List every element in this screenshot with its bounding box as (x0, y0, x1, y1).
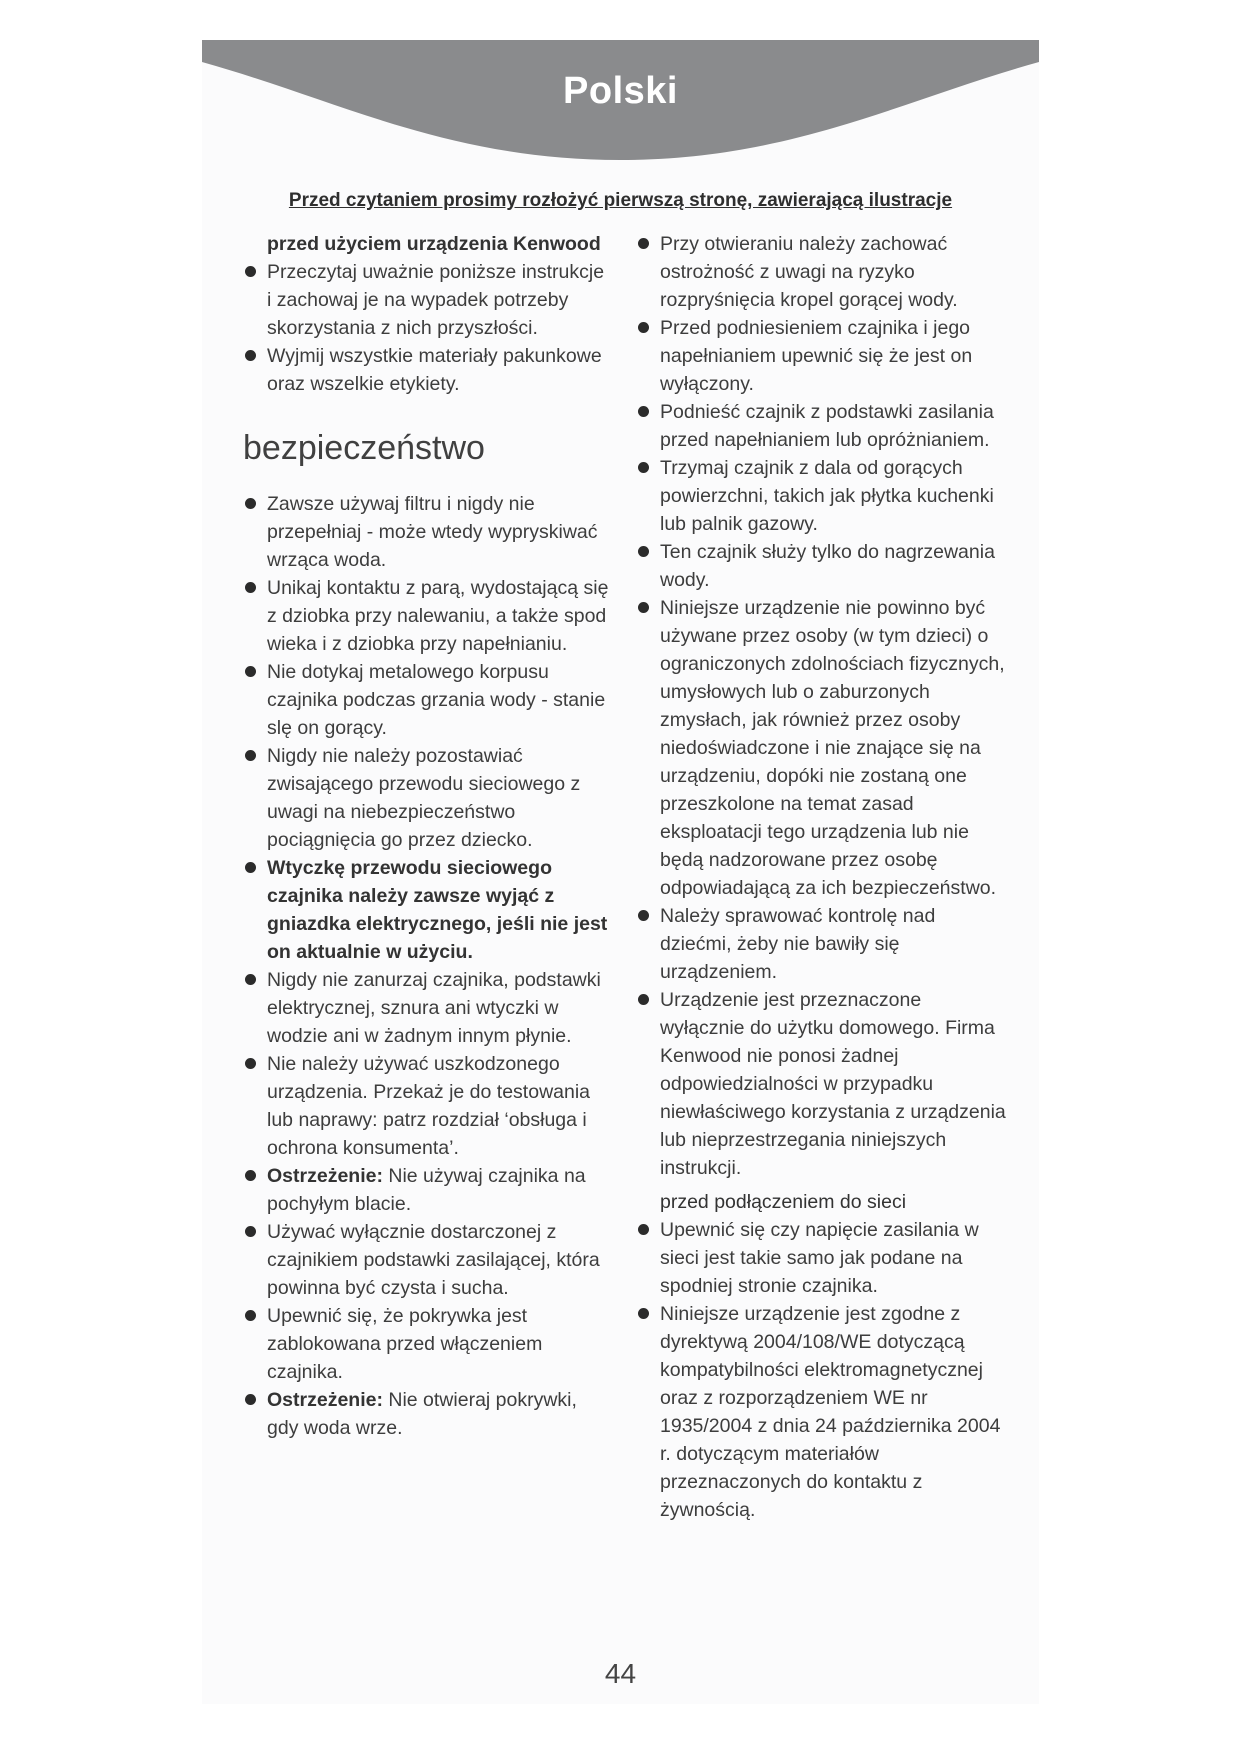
list-item (636, 398, 1008, 454)
bullet-icon (638, 462, 649, 473)
list-item (636, 314, 1008, 398)
bullet-icon (638, 602, 649, 613)
bullet-icon (245, 350, 256, 361)
list-item (243, 742, 613, 854)
bullet-icon (245, 498, 256, 509)
list-item (243, 854, 613, 966)
bullet-icon (245, 666, 256, 677)
list-item-emphasis: Ostrzeżenie: (267, 1165, 383, 1187)
list-item (636, 1216, 1008, 1300)
list-item-text: Niniejsze urządzenie nie powinno być używane przez osoby (w tym dzieci) o ograniczonych zdolnościach fizycznych, umysłowych lub o zaburzonych zmysłach, jak również przez osoby niedoświadczone i nie znające się na urządzeniu, dopóki nie zostaną one przeszkolone na temat zasad eksploatacji tego urządzenia lub nie będą nadzorowane przez osobę odpowiadającą za ich bezpieczeństwo. (660, 597, 1005, 899)
list-item-text: Przeczytaj uważnie poniższe instrukcje i zachowaj je na wypadek potrzeby skorzystania z nich przyszłości. (267, 261, 605, 339)
list-item-emphasis: Wtyczkę przewodu sieciowego czajnika należy zawsze wyjąć z gniazdka elektrycznego, jeśli nie jest on aktualnie w użyciu. (267, 857, 608, 963)
bullet-icon (245, 862, 256, 873)
list-item-text: Nigdy nie zanurzaj czajnika, podstawki elektrycznej, sznura ani wtyczki w wodzie ani w żadnym innym płynie. (267, 969, 601, 1047)
list-item-text: Ten czajnik służy tylko do nagrzewania wody. (660, 541, 995, 591)
list-item (636, 594, 1008, 902)
list-item-text: Nigdy nie należy pozostawiać zwisającego przewodu sieciowego z uwagi na niebezpieczeństwo pociągnięcia go przez dziecko. (267, 745, 581, 851)
bullet-icon (245, 1170, 256, 1181)
list-item (243, 1218, 613, 1302)
list-item-text: Nie dotykaj metalowego korpusu czajnika podczas grzania wody - stanie slę on gorący. (267, 661, 606, 739)
bullet-icon (245, 974, 256, 985)
language-title: Polski (563, 70, 678, 112)
list-item-text: Zawsze używaj filtru i nigdy nie przepełniaj - może wtedy wypryskiwać wrząca woda. (267, 493, 598, 571)
bullet-icon (638, 238, 649, 249)
before-use-heading: przed użyciem urządzenia Kenwood (267, 233, 601, 255)
list-item (243, 490, 613, 574)
right-column (636, 230, 1008, 1524)
list-item (636, 902, 1008, 986)
bullet-icon (638, 322, 649, 333)
left-column (243, 230, 613, 1442)
bullet-icon (638, 910, 649, 921)
safety-list-continued (636, 230, 1008, 1182)
list-item-text: Upewnić się czy napięcie zasilania w sieci jest takie samo jak podane na spodniej stronie czajnika. (660, 1219, 979, 1297)
list-item-text: Podnieść czajnik z podstawki zasilania przed napełnianiem lub opróżnianiem. (660, 401, 994, 451)
list-item (243, 1050, 613, 1162)
bullet-icon (638, 994, 649, 1005)
list-item (636, 538, 1008, 594)
bullet-icon (638, 1308, 649, 1319)
list-item-text: Nie otwieraj pokrywki, gdy woda wrze. (267, 1389, 577, 1439)
list-item (636, 1300, 1008, 1524)
power-connection-heading: przed podłączeniem do sieci (660, 1191, 907, 1213)
list-item (243, 258, 613, 342)
list-item-text: Przy otwieraniu należy zachować ostrożność z uwagi na ryzyko rozpryśnięcia kropel gorącej wody. (660, 233, 958, 311)
list-item-text: Nie używaj czajnika na pochyłym blacie. (267, 1165, 586, 1215)
list-item-text: Należy sprawować kontrolę nad dziećmi, żeby nie bawiły się urządzeniem. (660, 905, 936, 983)
list-item (243, 1162, 613, 1218)
list-item (243, 966, 613, 1050)
bullet-icon (245, 582, 256, 593)
list-item-text: Urządzenie jest przeznaczone wyłącznie do użytku domowego. Firma Kenwood nie ponosi żadnej odpowiedzialności w przypadku niewłaściwego korzystania z urządzenia lub nieprzestrzegania niniejszych instrukcji. (660, 989, 1006, 1179)
bullet-icon (245, 1226, 256, 1237)
list-item-emphasis: Ostrzeżenie: (267, 1389, 383, 1411)
bullet-icon (245, 1058, 256, 1069)
bullet-icon (638, 1224, 649, 1235)
power-connection-list (636, 1216, 1008, 1524)
list-item-text: Nie należy używać uszkodzonego urządzenia. Przekaż je do testowania lub naprawy: patrz rozdział ‘obsługa i ochrona konsumenta’. (267, 1053, 591, 1159)
bullet-icon (245, 1310, 256, 1321)
list-item-text: Upewnić się, że pokrywka jest zablokowana przed włączeniem czajnika. (267, 1305, 543, 1383)
list-item-text: Przed podniesieniem czajnika i jego napełnianiem upewnić się że jest on wyłączony. (660, 317, 973, 395)
list-item (243, 1386, 613, 1442)
list-item (243, 1302, 613, 1386)
list-item-text: Wyjmij wszystkie materiały pakunkowe oraz wszelkie etykiety. (267, 345, 602, 395)
safety-list (243, 490, 613, 1442)
bullet-icon (638, 406, 649, 417)
bullet-icon (638, 546, 649, 557)
list-item-text: Unikaj kontaktu z parą, wydostającą się z dziobka przy nalewaniu, a także spod wieka i z dziobka przy napełnianiu. (267, 577, 609, 655)
list-item (243, 342, 613, 398)
bullet-icon (245, 750, 256, 761)
list-item (243, 658, 613, 742)
bullet-icon (245, 1394, 256, 1405)
list-item (636, 230, 1008, 314)
intro-note: Przed czytaniem prosimy rozłożyć pierwszą stronę, zawierającą ilustracje (288, 190, 953, 211)
list-item-text: Trzymaj czajnik z dala od gorących powierzchni, takich jak płytka kuchenki lub palnik gazowy. (660, 457, 994, 535)
list-item (636, 454, 1008, 538)
list-item (243, 574, 613, 658)
bullet-icon (245, 266, 256, 277)
list-item (636, 986, 1008, 1182)
page-number: 44 (604, 1658, 637, 1689)
list-item-text: Używać wyłącznie dostarczonej z czajnikiem podstawki zasilającej, która powinna być czysta i sucha. (267, 1221, 600, 1299)
safety-section-title: bezpieczeństwo (243, 429, 485, 467)
list-item-text: Niniejsze urządzenie jest zgodne z dyrektywą 2004/108/WE dotyczącą kompatybilności elektromagnetycznej oraz z rozporządzeniem WE nr 1935/2004 z dnia 24 października 2004 r. dotyczącym materiałów przeznaczonych do kontaktu z żywnością. (660, 1303, 1001, 1521)
before-use-list (243, 258, 613, 398)
